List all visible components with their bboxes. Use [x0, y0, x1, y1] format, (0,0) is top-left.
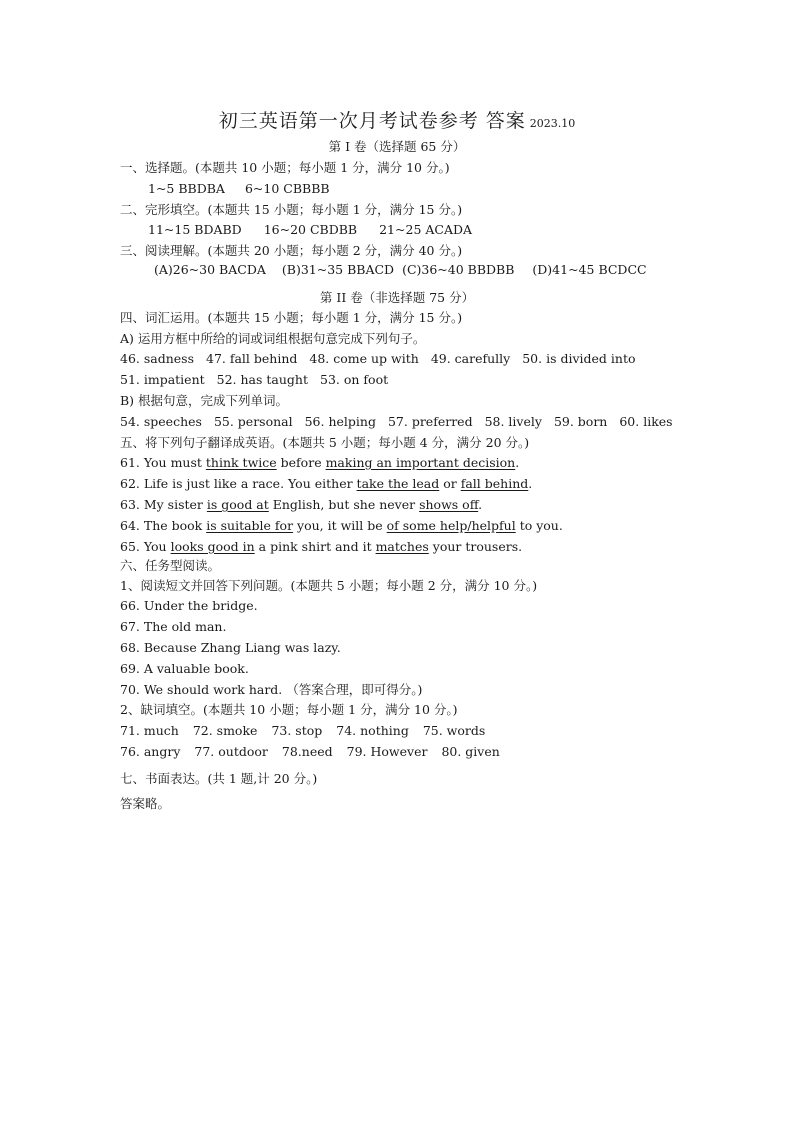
underlined-answer: of some help/helpful [386, 518, 516, 533]
section6-sub1-heading: 1、阅读短文并回答下列问题。(本题共 5 小题；每小题 2 分，满分 10 分。) [120, 578, 538, 593]
answer-group: (D)41~45 BCDCC [532, 262, 647, 277]
answer-group: 21~25 ACADA [379, 222, 473, 237]
answer-item: 54. speeches [120, 414, 202, 429]
part1-heading: 第 I 卷（选择题 65 分） [328, 139, 466, 154]
answer-text: a pink shirt and it [254, 539, 376, 554]
answer-text: 61. You must [120, 455, 206, 470]
section7-heading: 七、书面表达。(共 1 题,计 20 分。) [120, 771, 318, 786]
underlined-answer: making an important decision [325, 455, 516, 470]
answer-text: English, but she never [268, 497, 420, 512]
answer-text: . [528, 476, 533, 491]
underlined-answer: fall behind [460, 476, 529, 491]
answer-item: 72. smoke [192, 723, 258, 738]
section4-heading: 四、词汇运用。(本题共 15 小题；每小题 1 分，满分 15 分。) [120, 310, 463, 325]
section3-answers [154, 262, 647, 278]
answer-item: 73. stop [271, 723, 323, 738]
section3-heading: 三、阅读理解。(本题共 20 小题；每小题 2 分，满分 40 分。) [120, 243, 463, 258]
answer-text: . [478, 497, 483, 512]
answer-group: 11~15 BDABD [148, 222, 242, 237]
answer-item: 60. likes [619, 414, 673, 429]
translation-64 [120, 518, 563, 534]
underlined-answer: shows off [419, 497, 479, 512]
answer-item: 49. carefully [430, 351, 511, 366]
translation-63 [120, 497, 482, 513]
part2-heading: 第 II 卷（非选择题 75 分） [319, 290, 475, 305]
section2-answers [148, 222, 472, 238]
answer-item: 50. is divided into [522, 351, 636, 366]
answer-group: (C)36~40 BBDBB [402, 262, 515, 277]
answer-item: 52. has taught [216, 372, 309, 387]
answer-group: 16~20 CBDBB [263, 222, 358, 237]
answer-text: 64. The book [120, 518, 207, 533]
section1-answers [148, 181, 330, 197]
translation-62 [120, 476, 532, 492]
answer-text: to you. [515, 518, 563, 533]
section4a-heading: A) 运用方框中所给的词或词组根据句意完成下列句子。 [120, 331, 426, 346]
section4a-row1 [120, 351, 636, 367]
answer-group: (B)31~35 BBACD [281, 262, 395, 277]
answer-item: 53. on foot [320, 372, 389, 387]
translation-65 [120, 539, 522, 555]
underlined-answer: take the lead [356, 476, 440, 491]
page-title: 初三英语第一次月考试卷参考 答案 [218, 110, 526, 132]
underlined-answer: looks good in [170, 539, 255, 554]
answer-item: 51. impatient [120, 372, 205, 387]
underlined-answer: matches [375, 539, 429, 554]
section1-heading: 一、选择题。(本题共 10 小题；每小题 1 分，满分 10 分。) [120, 160, 450, 175]
section2-heading: 二、完形填空。(本题共 15 小题；每小题 1 分，满分 15 分。) [120, 202, 463, 217]
answer-item: 71. much [120, 723, 179, 738]
answer-item: 80. given [441, 744, 500, 759]
underlined-answer: think twice [205, 455, 277, 470]
answer-67: 67. The old man. [120, 619, 227, 634]
answer-item: 76. angry [120, 744, 181, 759]
answer-item: 74. nothing [336, 723, 409, 738]
answer-text: 62. Life is just like a race. You either [120, 476, 357, 491]
answer-group: 6~10 CBBBB [244, 181, 330, 196]
answer-item: 47. fall behind [206, 351, 298, 366]
title-row [0, 106, 794, 133]
answer-text: 63. My sister [120, 497, 207, 512]
answer-69: 69. A valuable book. [120, 661, 249, 676]
section4b-heading: B) 根据句意，完成下列单词。 [120, 393, 289, 408]
section4b-row1 [120, 414, 673, 430]
underlined-answer: is good at [206, 497, 269, 512]
answer-text: before [276, 455, 326, 470]
answer-group: (A)26~30 BACDA [154, 262, 266, 277]
answer-text: you, it will be [293, 518, 387, 533]
section5-heading: 五、将下列句子翻译成英语。(本题共 5 小题；每小题 4 分，满分 20 分。) [120, 435, 530, 450]
underlined-answer: is suitable for [206, 518, 294, 533]
answer-item: 58. lively [484, 414, 542, 429]
cloze-row1 [120, 723, 485, 739]
answer-item: 79. However [346, 744, 428, 759]
answer-item: 78.need [281, 744, 333, 759]
answer-68: 68. Because Zhang Liang was lazy. [120, 640, 341, 655]
answer-66: 66. Under the bridge. [120, 598, 258, 613]
answer-item: 48. come up with [309, 351, 419, 366]
answer-item: 55. personal [213, 414, 293, 429]
section6-heading: 六、任务型阅读。 [120, 558, 221, 573]
exam-date: 2023.10 [529, 117, 576, 130]
answer-item: 77. outdoor [194, 744, 268, 759]
cloze-row2 [120, 744, 500, 760]
answer-70: 70. We should work hard. （答案合理，即可得分。) [120, 682, 423, 697]
answer-item: 56. helping [304, 414, 376, 429]
answer-group: 1~5 BBDBA [148, 181, 225, 196]
answer-text: or [439, 476, 461, 491]
answer-item: 57. preferred [387, 414, 473, 429]
answer-item: 59. born [553, 414, 608, 429]
answer-text: . [515, 455, 520, 470]
section6-sub2-heading: 2、缺词填空。(本题共 10 小题；每小题 1 分，满分 10 分。) [120, 702, 458, 717]
section7-answer: 答案略。 [120, 796, 171, 811]
answer-text: your trousers. [428, 539, 523, 554]
answer-text: 65. You [120, 539, 171, 554]
answer-item: 75. words [422, 723, 486, 738]
section4a-row2 [120, 372, 388, 388]
translation-61 [120, 455, 519, 471]
answer-item: 46. sadness [120, 351, 194, 366]
